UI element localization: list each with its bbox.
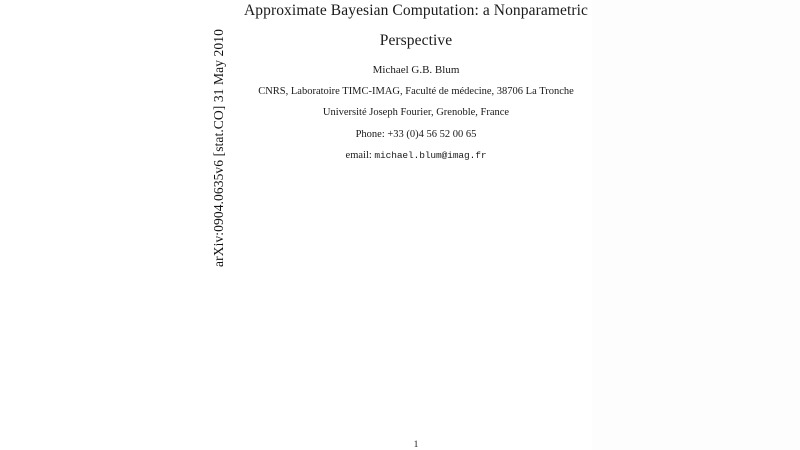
page-number: 1 — [413, 440, 419, 450]
arxiv-identifier-text: arXiv:0904.0635v6 [stat.CO] 31 May 2010 — [211, 29, 227, 267]
author-name: Michael G.B. Blum — [372, 64, 460, 76]
email-address: michael.blum@imag.fr — [374, 150, 487, 161]
email-line — [236, 150, 596, 161]
affiliation-line-1: CNRS, Laboratoire TIMC-IMAG, Faculté de médecine, 38706 La Tronche — [258, 86, 574, 97]
arxiv-identifier-stamp — [203, 0, 235, 310]
title-line-2: Perspective — [379, 32, 453, 49]
page-title — [236, 0, 596, 56]
email-label: email: — [345, 150, 372, 161]
phone-line: Phone: +33 (0)4 56 52 00 65 — [355, 129, 477, 140]
title-line-1: Approximate Bayesian Computation: a Nonparametric — [243, 2, 589, 19]
affiliation-line-2: Université Joseph Fourier, Grenoble, France — [322, 107, 510, 118]
